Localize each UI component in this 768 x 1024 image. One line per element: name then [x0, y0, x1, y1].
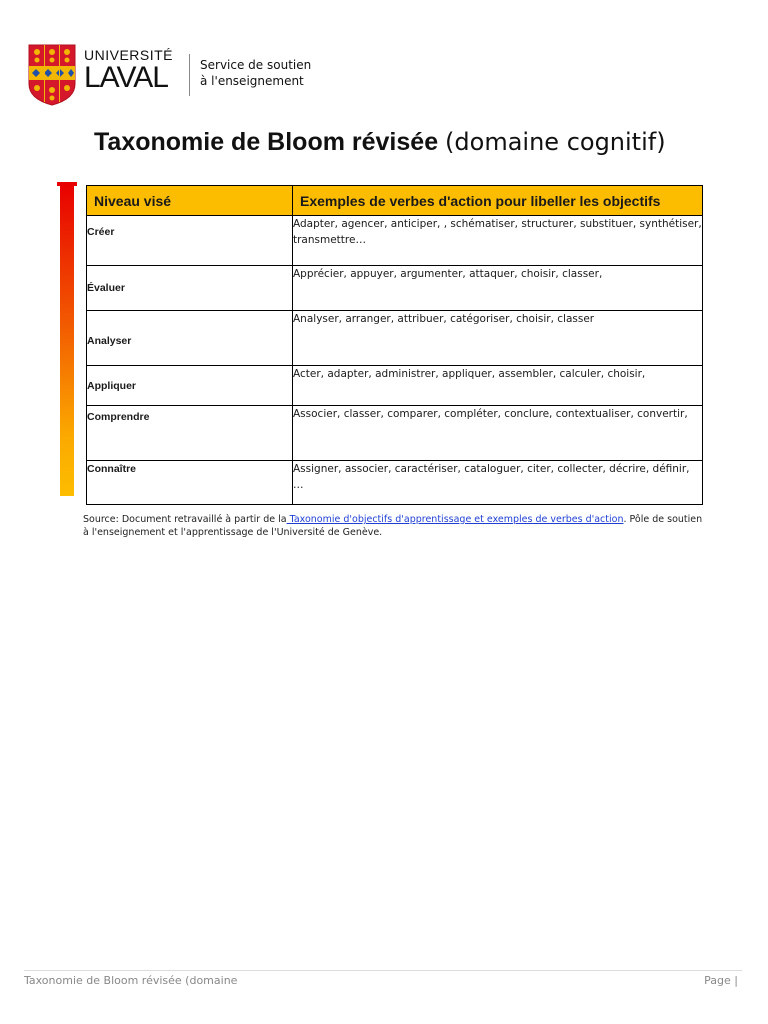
level-label: Évaluer [87, 282, 125, 294]
footer-document-title: Taxonomie de Bloom révisée (domaine [24, 974, 238, 987]
level-label: Comprendre [87, 411, 150, 423]
table-row [87, 461, 703, 505]
page-title [94, 128, 666, 157]
header-niveau: Niveau visé [87, 186, 293, 216]
source-note [83, 513, 708, 539]
wordmark-laval: LAVAL [84, 61, 168, 94]
table-row [87, 216, 703, 266]
level-label: Connaître [87, 463, 137, 475]
title-bold: Taxonomie de Bloom révisée [94, 128, 439, 156]
examples-cell: Acter, adapter, administrer, appliquer, assembler, calculer, choisir, [293, 366, 703, 406]
level-label: Créer [87, 226, 115, 238]
level-cell [87, 366, 293, 406]
wordmark-universite: UNIVERSITÉ [84, 47, 174, 63]
level-cell [87, 461, 293, 505]
title-light: (domaine cognitif) [445, 128, 666, 156]
level-cell [87, 406, 293, 461]
footer-page-number: Page | [704, 974, 738, 987]
footer-divider [24, 970, 742, 971]
wordmark [84, 48, 173, 93]
table-header-row [87, 186, 703, 216]
header [28, 44, 311, 110]
examples-cell: Apprécier, appuyer, argumenter, attaquer, choisir, classer, [293, 266, 703, 311]
examples-cell: Assigner, associer, caractériser, cataloguer, citer, collecter, décrire, définir, … [293, 461, 703, 505]
table-row [87, 266, 703, 311]
level-label: Appliquer [87, 380, 136, 392]
level-cell [87, 266, 293, 311]
service-line-1: Service de soutien [200, 58, 312, 72]
examples-cell: Associer, classer, comparer, compléter, conclure, contextualiser, convertir, [293, 406, 703, 461]
source-suffix: . Pôle de soutien à l'enseignement et l'apprentissage de l'Université de Genève. [83, 514, 703, 538]
level-cell [87, 216, 293, 266]
table-row [87, 406, 703, 461]
source-prefix: Source: Document retravaillé à partir de la [83, 514, 287, 525]
level-label: Analyser [87, 335, 132, 347]
university-crest-logo [28, 44, 76, 106]
table-row [87, 311, 703, 366]
level-cell [87, 311, 293, 366]
source-link[interactable]: Taxonomie d'objectifs d'apprentissage et exemples de verbes d'action [286, 514, 624, 525]
examples-cell: Adapter, agencer, anticiper, , schématiser, structurer, substituer, synthétiser, transmettre… [293, 216, 703, 266]
header-divider [189, 54, 190, 96]
level-gradient-arrow [60, 184, 74, 496]
service-line-2: à l'enseignement [200, 74, 304, 88]
header-exemples: Exemples de verbes d'action pour libeller les objectifs [293, 186, 703, 216]
bloom-table [86, 185, 703, 505]
examples-cell: Analyser, arranger, attribuer, catégoriser, choisir, classer [293, 311, 703, 366]
service-name [200, 57, 311, 89]
table-row [87, 366, 703, 406]
